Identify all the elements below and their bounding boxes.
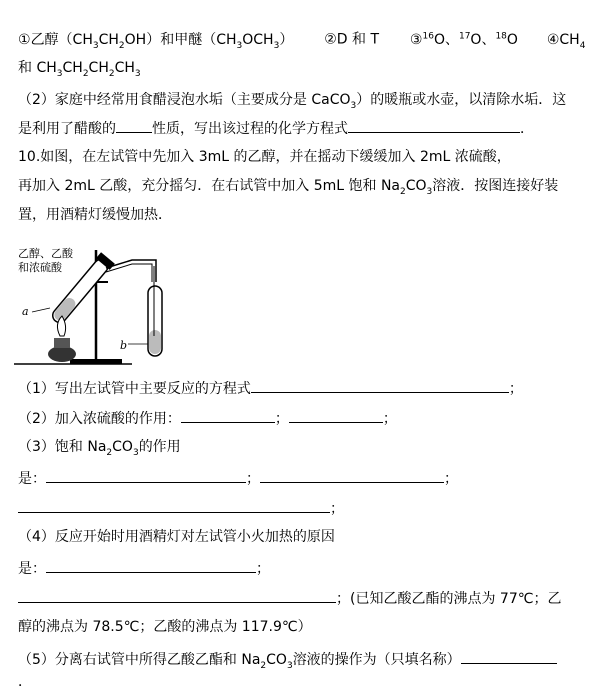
answer-blank[interactable] [46, 557, 256, 573]
option-row-1 [18, 26, 585, 55]
q10-line-1: 10.如图，在左试管中先加入 3mL 的乙醇，并在摇动下缓缓加入 2mL 浓硫酸， [18, 149, 511, 165]
option-2-text: ②D 和 T [324, 31, 380, 48]
subq-4-answer-line-1: 是： ； [18, 557, 270, 579]
answer-blank[interactable] [46, 467, 246, 483]
subq-3-answer-line-2: ； [18, 497, 344, 519]
subq-3: （3）饱和 $Na_2CO_3$的作用 [18, 439, 181, 458]
subq-3-answer-line-1: 是： ； ； [18, 467, 458, 489]
answer-blank[interactable] [251, 377, 509, 393]
subq-4: （4）反应开始时用酒精灯对左试管小火加热的原因 [18, 529, 335, 545]
subq-1: （1）写出左试管中主要反应的方程式 ； [18, 377, 523, 399]
q10-line-3: 置，用酒精灯缓慢加热． [18, 207, 172, 223]
subq-2: （2）加入浓硫酸的作用： ； ； [18, 407, 397, 429]
figure-label-reagents-2: 和浓硫酸 [18, 261, 62, 274]
answer-blank[interactable] [116, 117, 152, 133]
subq-5-end: ． [18, 674, 32, 690]
q10-line-2: 再加入 2mL 乙酸，充分摇匀．在右试管中加入 5mL 饱和 $Na_2CO_3$溶液．按图连接好装 [18, 178, 559, 197]
figure-label-reagents-1: 乙醇、乙酸 [18, 247, 73, 260]
figure-label-b: b [120, 339, 128, 352]
answer-blank[interactable] [18, 587, 336, 603]
answer-blank[interactable] [260, 467, 444, 483]
apparatus-figure [14, 240, 184, 370]
subq-5: （5）分离右试管中所得乙酸乙酯和 $Na_2CO_3$溶液的操作为（只填名称） [18, 648, 557, 676]
figure-label-a: a [22, 305, 29, 318]
answer-blank[interactable] [18, 497, 330, 513]
subq-4-answer-line-2: ；(已知乙酸乙酯的沸点为 77℃；乙 [18, 587, 561, 609]
answer-blank[interactable] [461, 648, 557, 664]
q2-line-2: 是利用了醋酸的 性质，写出该过程的化学方程式 ． [18, 117, 534, 139]
subq-4-note: 醇的沸点为 78.5℃；乙酸的沸点为 117.9℃） [18, 619, 312, 635]
option-row-2: 和 $CH_3CH_2CH_2CH_3$ [18, 60, 141, 79]
answer-blank[interactable] [181, 407, 275, 423]
apparatus-drawing [14, 240, 184, 370]
answer-blank[interactable] [289, 407, 383, 423]
answer-blank[interactable] [348, 117, 520, 133]
option-1-text: ①乙醇$(CH_3CH_2OH)$和甲醚$(CH_3OCH_3)$ [18, 31, 294, 51]
option-4-text: $④CH_4$ [546, 31, 586, 51]
q2-line-1: （2）家庭中经常用食醋浸泡水垢（主要成分是 CaCO$_3$）的暖瓶或水壶，以清除水垢．这 [18, 92, 567, 111]
option-3-text: ③$^{16}$O、$^{17}$O、$^{18}$O [409, 31, 518, 48]
